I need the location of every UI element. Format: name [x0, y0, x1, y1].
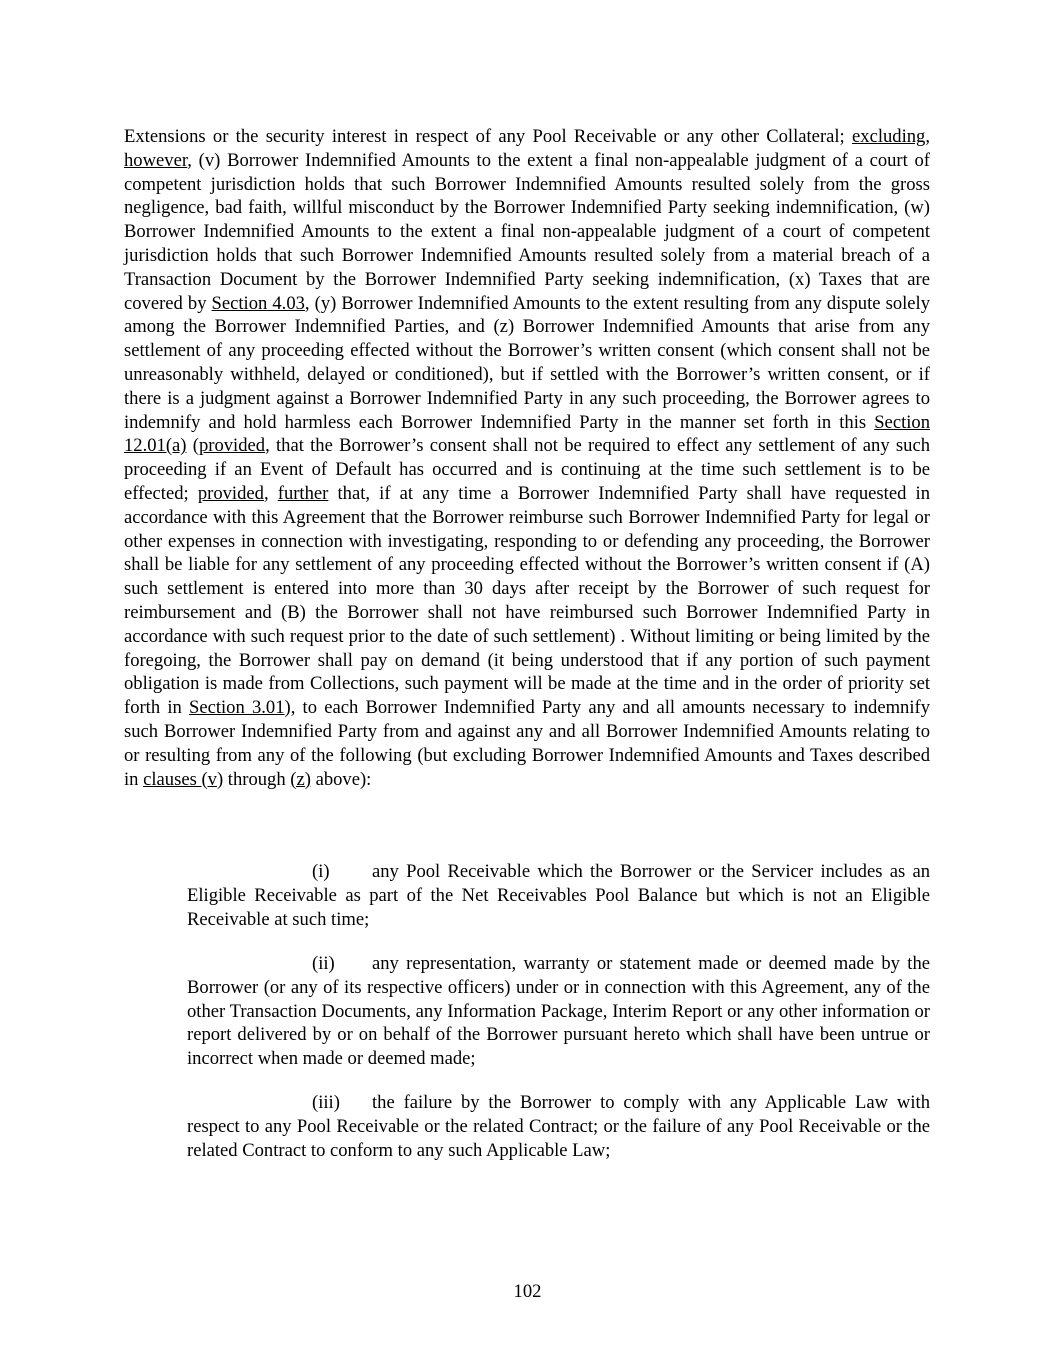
term-provided: provided: [197, 482, 264, 504]
text-run: (: [186, 435, 199, 457]
clause-number: (i): [312, 861, 330, 882]
text-run: ,: [263, 482, 278, 504]
clause-text: any representation, warranty or statement made or deemed made by the Borrower (or any of its respective officers) under or in connection with this Agreement, any of the other Transaction Documents, any Information Package, Interim Report or any other information or report delivered by or on behalf of the Borrower pursuant hereto which shall have been untrue or incorrect when made or deemed made;: [187, 953, 930, 1070]
clause-iii: [187, 1091, 930, 1162]
text-run: , that the Borrower’s consent shall not be required to effect any settlement of any such proceeding if an Event of Default has occurred and is continuing at the time such settlement is to be effected;: [124, 435, 930, 504]
section-reference-4-03: Section 4.03: [211, 292, 305, 314]
term-further: further: [277, 482, 329, 504]
clause-text: any Pool Receivable which the Borrower or the Servicer includes as an Eligible Receivable as part of the Net Receivables Pool Balance but which is not an Eligible Receivable at such time;: [187, 861, 930, 930]
text-run: ), to each Borrower Indemnified Party any and all amounts necessary to indemnify such Borrower Indemnified Party from and against any and all Borrower Indemnified Amounts relating to or resulting from any of the following (but excluding Borrower Indemnified Amounts and Taxes described in: [124, 697, 930, 790]
clause-text: the failure by the Borrower to comply with any Applicable Law with respect to any Pool Receivable or the related Contract; or the failure of any Pool Receivable or the related Contract to conform to any such Applicable Law;: [187, 1092, 930, 1161]
section-reference-12-01a: Section 12.01(a): [124, 411, 930, 457]
text-run: Extensions or the security interest in respect of any Pool Receivable or any other Collateral;: [124, 126, 853, 147]
text-run: , (v) Borrower Indemnified Amounts to the extent a final non-appealable judgment of a court of competent jurisdiction holds that such Borrower Indemnified Amounts resulted solely from the gross negligence, bad faith, willful misconduct by the Borrower Indemnified Party seeking indemnification, (w) Borrower Indemnified Amounts to the extent a final non-appealable judgment of a court of competent jurisdiction holds that such Borrower Indemnified Amounts resulted solely from a material breach of a Transaction Document by the Borrower Indemnified Party seeking indemnification, (x) Taxes that are covered by: [124, 149, 930, 314]
page-number: 102: [513, 1281, 542, 1302]
clause-number: (iii): [312, 1092, 340, 1113]
clause-reference-v: clauses (v): [143, 768, 224, 790]
term-excluding: excluding: [852, 126, 926, 147]
clause-number: (ii): [312, 953, 335, 974]
term-however: however: [124, 149, 188, 171]
main-paragraph: [124, 125, 930, 791]
clause-ii: [187, 952, 930, 1071]
text-run: through: [223, 768, 291, 790]
section-reference-3-01: Section 3.01: [189, 697, 285, 719]
term-provided: provided: [198, 435, 266, 457]
text-run: above):: [310, 768, 372, 790]
text-run: ,: [925, 126, 930, 147]
clause-i: [187, 860, 930, 931]
text-run: , (y) Borrower Indemnified Amounts to the extent resulting from any dispute solely among the Borrower Indemnified Parties, and (z) Borrower Indemnified Amounts that arise from any settlement of any proceeding effected without the Borrower’s written consent (which consent shall not be unreasonably withheld, delayed or conditioned), but if settled with the Borrower’s written consent, or if there is a judgment against a Borrower Indemnified Party in any such proceeding, the Borrower agrees to indemnify and hold harmless each Borrower Indemnified Party in the manner set forth in this: [124, 292, 930, 433]
clause-reference-z: (z): [290, 768, 311, 790]
text-run: that, if at any time a Borrower Indemnified Party shall have requested in accordance with this Agreement that the Borrower reimburse such Borrower Indemnified Party for legal or other expenses in connection with investigating, responding to or defending any proceeding, the Borrower shall be liable for any settlement of any proceeding effected without the Borrower’s written consent if (A) such settlement is entered into more than 30 days after receipt by the Borrower of such request for reimbursement and (B) the Borrower shall not have reimbursed such Borrower Indemnified Party in accordance with such request prior to the date of such settlement) . Without limiting or being limited by the foregoing, the Borrower shall pay on demand (it being understood that if any portion of such payment obligation is made from Collections, such payment will be made at the time and in the order of priority set forth in: [124, 482, 930, 719]
